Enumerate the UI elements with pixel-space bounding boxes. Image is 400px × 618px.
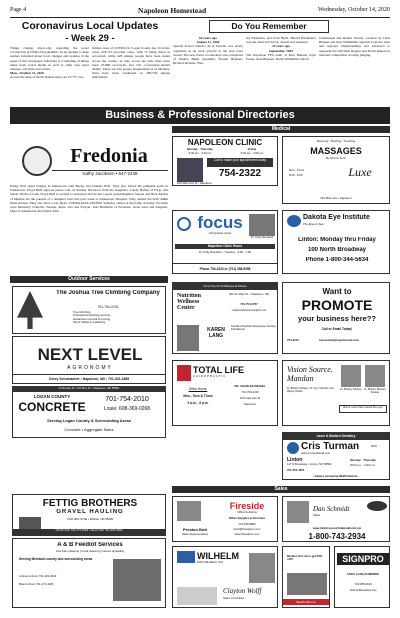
nutrition-person: KAREN LANG xyxy=(207,327,225,337)
dakota-eye-line1: Linton: Monday thru Friday xyxy=(298,237,376,243)
signpro-person: CAROL (LANG) SLINDBERG xyxy=(346,573,380,576)
laser-phone: 701-254-4521 xyxy=(287,469,305,472)
wilhelm-name: WILHELM xyxy=(197,551,239,561)
mention-text: Mention this ad to get 20% off!!! xyxy=(287,555,323,562)
page-header xyxy=(10,4,390,16)
ab-line: Serving McIntosh county and surrounding areas xyxy=(19,557,93,561)
promote-call: Call or Email Today! xyxy=(321,327,353,331)
laser-address: 117 S Broadway • Linton, ND 58552 xyxy=(287,463,332,466)
clinic-hours2: 9:30 am - 3:00 pm xyxy=(240,152,264,155)
page-number: Page 4 xyxy=(10,7,27,13)
total-life-sub: CHIROPRACTIC xyxy=(193,375,227,378)
fredonia-text: Kathy Wolf spent Sunday in Jamestown with Becky and Claudia Wolf. They also toured the pumpkin patch in Jamestown. Floyd Buff enjoyed phone calls on Sunday afternoon from his daughters, Candy Haffey of Fargo and Sandy Worth of Lehr. Floyd Buff is excited to announce that he has a great granddaughter! Serena and Nick Andres of Medina are the parents of a daughter born this past week at Jamestown Hospital. They named the baby Rikki Della Andres. They also have a son, Ryan. CONGRATULATIONS! Saturday callers at the home of Kathy Jacobsen were Kimberly Schlecht, Weston, Anna, Ava and Sawyer, Kari Buchholz of Fredonia, Jason Lunt and daughter, Mari of Jamestown and friend, Rick xyxy=(10,184,168,214)
doctor-photo-2 xyxy=(365,365,385,387)
wilhelm-ad xyxy=(172,546,278,608)
focus-phone: Phone 754-2323 or (701) 258-6058 xyxy=(173,263,277,273)
office-time: 9 a.m. - 6 p.m. xyxy=(187,401,209,405)
massage-address: 221 Main Ave • Napoleon xyxy=(320,197,352,200)
promote-t1: Want to xyxy=(322,287,352,296)
dan-name: Dan Schmidt xyxy=(313,505,350,513)
focus-doctor: Dr. Kelly Remilard xyxy=(250,236,274,239)
focus-logo-icon xyxy=(177,217,191,231)
fredonia-name: Fredonia xyxy=(70,145,148,167)
total-life-phone: 701-754-2343 xyxy=(241,391,259,394)
preston-name: Preston Bott xyxy=(183,527,207,532)
laser-tagline: • Always Accepting NEW Patients • xyxy=(312,475,360,478)
clinic-days2: Friday xyxy=(247,148,257,151)
concrete-address: 2718 Hwy 34 • PO Box 27 • Napoleon, ND 58561 xyxy=(13,387,165,392)
vision-title: Vision Source. xyxy=(287,365,333,374)
vision-sub: Mandan xyxy=(287,374,314,383)
luxe-logo: Luxe xyxy=(348,165,372,179)
napoleon-clinic-ad xyxy=(172,136,278,186)
dyr-35-text: The Napoleon FFA team of Kurt Hansen, Kyle Foster, Alan Brenner, Darin Wilhelmm, David xyxy=(246,52,316,62)
dakota-eye-line3: Phone 1-800-344-5634 xyxy=(305,257,369,263)
next-level-ad xyxy=(12,336,166,384)
wilhelm-dealership-icons xyxy=(177,587,217,605)
medical-section-bar: Medical xyxy=(172,126,390,133)
fireside-email: pbott@firesidens.com xyxy=(233,528,261,531)
header-rule xyxy=(10,17,390,18)
nutrition-name3: Center xyxy=(177,305,195,311)
dan-web: www.dickinsonnorthdakotaford.com xyxy=(312,527,362,530)
fettig-cells: Chuck Cell: 701-471-1663 • Steve Cell: 701-425-2664 xyxy=(13,529,165,535)
fireside-ad xyxy=(172,496,278,542)
next-level-contact: Corey Schumacher • Napoleon, ND • 701-321-1689 xyxy=(13,374,165,383)
nutrition-name2: Wellness xyxy=(177,299,200,305)
fredonia-columnist: Kathy Jacobsen • 647-2438 xyxy=(52,170,168,178)
focus-title: focus xyxy=(197,214,243,232)
spine-icon xyxy=(177,365,191,381)
joshua-title: The Joshua Tree Climbing Company xyxy=(56,290,160,296)
dakota-eye-line2: 100 North Broadway xyxy=(307,247,367,253)
doctor-photo-1 xyxy=(341,365,361,387)
flower-icon xyxy=(22,146,52,176)
massage-hours: 8:30 - 6:00 xyxy=(289,174,303,177)
clinic-hours1: 9:30 am - 4:30 pm xyxy=(188,152,212,155)
laser-time: 8:00 a.m. - 4:30 p.m. xyxy=(350,464,376,467)
promote-t2: PROMOTE xyxy=(301,297,373,313)
massage-top: Relaxing • Healing • Soothing xyxy=(316,139,356,143)
clinic-phone: 754-2322 xyxy=(218,168,262,179)
total-life-city: Napoleon xyxy=(244,403,256,406)
vision-people: Dr. Brittany Schauer, Dr. Terry Schmidt, & Dr. Wayne Hoeffel xyxy=(287,387,335,393)
dentist-dds: DDS xyxy=(371,445,377,448)
covid-col1 xyxy=(10,46,89,104)
fireside-sub: Office Solutions xyxy=(237,511,257,514)
dyr-60-heading: 60 years ago xyxy=(199,36,217,40)
clinic-photo xyxy=(177,158,203,182)
concrete-louie: Louie: 608-369-0268 xyxy=(103,406,151,412)
ab-name: A & B Feedlot Services xyxy=(57,542,123,548)
covid-col1-text: Things change day-to-day regarding the novel coronavirus (COVID-19) pandemic. In an attempt to keep readers informed about local changes and updates in the pages of this newspaper following is a sampling of things taken from social media as well as other area news releases, activities and events. xyxy=(10,46,89,72)
dyr-col3: Christensen and Dennis Sorens, coached by Chris Hansen and Ron Wilhelmm captured both the state and regional championships and advanced to represent the Old West Region and North Dakota in national competition of range judging. xyxy=(319,36,390,57)
laser-web: www.turmandental.com xyxy=(301,452,331,455)
wilhelm-sub: DON WILHELM, INC. xyxy=(197,561,224,564)
laser-city: Linton xyxy=(287,457,303,463)
nutrition-wellness-ad xyxy=(172,282,278,354)
massage-days: Mon - Thurs xyxy=(289,169,305,172)
dakota-eye-title: Dakota Eye Institute xyxy=(303,214,370,221)
massage-by: By Kiarra Luxe xyxy=(326,156,346,160)
ab-phone1: Andrew Anhorn 701-426-2443 xyxy=(19,575,57,578)
focus-hours: Dr. Kelly Remilard – Tuesday · 9:00 - 1:00 xyxy=(199,251,251,254)
fireside-line: Office Supplies & Furniture xyxy=(228,517,266,520)
nutrition-phone: 701-754-2767 xyxy=(240,303,258,306)
fettig-sub: GRAVEL HAULING xyxy=(56,509,124,515)
dyr-35-heading: 35 years ago xyxy=(272,44,290,49)
nutrition-logo xyxy=(177,293,217,321)
next-level-sub: AGRONOMY xyxy=(67,365,113,371)
fireside-phone: 701.258.8586 xyxy=(238,523,256,526)
covid-date: Mon., October 12, 2020 xyxy=(10,71,44,76)
joshua-phone: 701-754-2231 xyxy=(97,305,119,309)
dakota-eye-sub: The Eyes to See xyxy=(303,223,324,226)
concrete-brand2: CONCRETE xyxy=(18,400,86,414)
vision-source-ad xyxy=(282,360,390,426)
total-life-ad xyxy=(172,360,278,426)
dyr-35-date: September, 1985 xyxy=(269,48,293,53)
covid-col1b: Across the state of North Dakota there are 27,737 con- xyxy=(10,75,85,80)
clayton-photo xyxy=(249,553,275,583)
tree-icon xyxy=(17,291,43,329)
dyr-60-date: August 11, 1960 xyxy=(196,40,220,45)
signpro-address: 1011 E Broadway Ave xyxy=(349,589,377,592)
fettig-brothers-ad xyxy=(12,494,166,536)
fireside-web: www.firesidens.com xyxy=(234,533,260,536)
ab-feedlot-ad xyxy=(12,538,166,608)
newspaper-name: Napoleon Homestead xyxy=(138,5,207,15)
nutrition-address: 502 W. Main St. • Napoleon, ND xyxy=(229,293,269,296)
dyr-60-text: Special School District 42 at Streeter was newly organized as all rural schools in the area were closed. The new board of education was comprised of Wesley Bush, president; Everett Brunner, Richard Dockter, Wes- xyxy=(173,44,243,66)
joshua-service-3: Hazardous removal & pruning xyxy=(73,316,111,321)
promote-ad xyxy=(282,282,390,354)
clinic-title: NAPOLEON CLINIC xyxy=(187,138,263,147)
vision-doctor-2: Dr. Brittany (Becker) Schauer xyxy=(364,388,386,395)
joshua-services xyxy=(73,311,163,333)
signpro-phone: 701/255-0160 xyxy=(354,583,372,586)
sales-section-bar: Sales xyxy=(172,486,390,493)
focus-sub: chiropractic center xyxy=(208,232,232,235)
mention-ad xyxy=(282,546,330,608)
fredonia-masthead xyxy=(10,140,168,182)
wilhelm-logo-icon xyxy=(177,551,195,563)
fireside-name: Fireside xyxy=(229,501,265,511)
massages-ad xyxy=(282,136,390,204)
laser-days: Monday - Thursday xyxy=(350,459,376,462)
dyr-title: Do You Remember xyxy=(209,20,329,33)
tooth-icon xyxy=(287,442,299,454)
eye-icon xyxy=(287,215,301,227)
office-days: Mon., Tues & Thurs xyxy=(183,394,213,398)
signpro-ad xyxy=(334,546,390,608)
fettig-name: FETTIG BROTHERS xyxy=(42,498,138,509)
mention-photo xyxy=(287,573,327,595)
doctor-photo xyxy=(249,214,275,236)
promote-email: homestead@napoleonnd.com xyxy=(319,339,359,342)
concrete-phone: 701-754-2010 xyxy=(105,396,149,403)
preston-photo xyxy=(177,501,201,521)
clinic-days1: Monday - Thursday xyxy=(187,148,213,151)
ab-phone2: Brian Anhorn 701-471-4325 xyxy=(19,583,54,586)
signpro-name: SIGNPRO xyxy=(337,553,389,565)
dan-schmidt-ad xyxy=(282,496,390,542)
covid-title: Coronavirus Local Updates xyxy=(21,20,159,32)
concrete-brand1: LOGAN COUNTY xyxy=(33,394,71,399)
fettig-address: 3792 48th St SE • Wishek, ND 58495 xyxy=(66,518,114,521)
joshua-service-2: Professional climbing services xyxy=(73,313,111,318)
joshua-tree-ad xyxy=(12,286,166,334)
tractor-photo xyxy=(113,559,161,601)
logan-concrete-ad xyxy=(12,386,166,438)
next-level-name: NEXT LEVEL xyxy=(37,345,143,364)
vision-doctor-1: Dr. Brittany Schauer xyxy=(340,388,362,391)
dyr-col2 xyxy=(246,36,316,104)
joshua-service-1: Tree Climbing xyxy=(73,311,91,314)
focus-chiro-ad xyxy=(172,210,278,274)
clayton-role: Sales Consultant xyxy=(223,597,245,600)
total-life-address: 123 Lake Ave W xyxy=(239,397,261,400)
preston-role: Sales Representative xyxy=(181,533,209,536)
dan-photo xyxy=(287,501,309,523)
vision-tagline: We're more than meets the eye! xyxy=(339,405,387,413)
ab-sub: Cow barn cleaning | corral cleaning | manure spreading xyxy=(55,550,125,553)
total-life-doctor: DR. CHARLES WEIGEL xyxy=(234,385,266,388)
dentist-name: Cris Turman xyxy=(301,441,360,452)
clayton-name: Clayton Wolff xyxy=(223,587,262,595)
total-life-name: TOTAL LIFE xyxy=(193,365,244,375)
massage-title: MASSAGES xyxy=(310,146,362,156)
laser-title: Laser & Modern Dentistry xyxy=(283,433,389,440)
directory-banner: Business & Professional Directories xyxy=(10,107,390,124)
outdoor-section-bar: Outdoor Services xyxy=(10,276,168,283)
mention-web: SignProND.com xyxy=(283,599,329,605)
nutrition-role: Certified Nutrition Response Testing Practitioner xyxy=(231,325,276,332)
dyr-col1 xyxy=(173,36,243,104)
clinic-address: 420 Main Ave W • Napoleon xyxy=(177,182,212,185)
dakota-eye-ad xyxy=(282,210,390,274)
office-hours-label: Office Hours: xyxy=(188,387,208,391)
promote-t3: your business here?? xyxy=(298,314,376,323)
truck-icon xyxy=(19,517,41,529)
concrete-products: Concrete • Aggregate Sales xyxy=(64,427,114,432)
nutrition-name1: Nutrition xyxy=(177,293,201,299)
clinic-call: Call to make your appointment today xyxy=(207,158,273,167)
covid-col2: firmed cases of COVID-19. Logan County has 19 active cases with 93 recorded cases, with 72 being listed as recovered, while 426 unique people have been tested across the county. To date across the state there have been 23,866 recoveries and 341 coronavirus-related deaths. There are 222 people hospitalized as of Monday. Tests have been conducted on 280,559 unique individuals. xyxy=(92,46,170,80)
dan-role: Sales xyxy=(313,514,320,517)
focus-hours-title: Napoleon Clinic Hours xyxy=(175,244,275,249)
nutrition-top: Live Free From Disease & Illness xyxy=(173,283,277,290)
covid-subtitle: - Week 29 - xyxy=(65,33,115,44)
joshua-service-4: Wood milling & reclaiming xyxy=(73,320,106,325)
issue-date: Wednesday, October 14, 2020 xyxy=(318,7,390,13)
promote-phone: 754-2212 xyxy=(287,339,299,342)
ford-logo-icon xyxy=(367,501,387,511)
dyr-col2-text: ley Eisenbeis, and Irvin Buck. Harold Bachmeier was the clerk and Ted A. Jewell was treasurer. xyxy=(246,36,316,45)
nutrition-email: nutritionwellnesscenter@nd.com xyxy=(231,309,267,312)
laser-dentistry-ad xyxy=(282,432,390,480)
concrete-serving: Serving Logan County & Surrounding Areas xyxy=(47,418,131,423)
karen-photo xyxy=(177,325,199,351)
dan-phone: 1-800-743-2934 xyxy=(308,532,366,541)
